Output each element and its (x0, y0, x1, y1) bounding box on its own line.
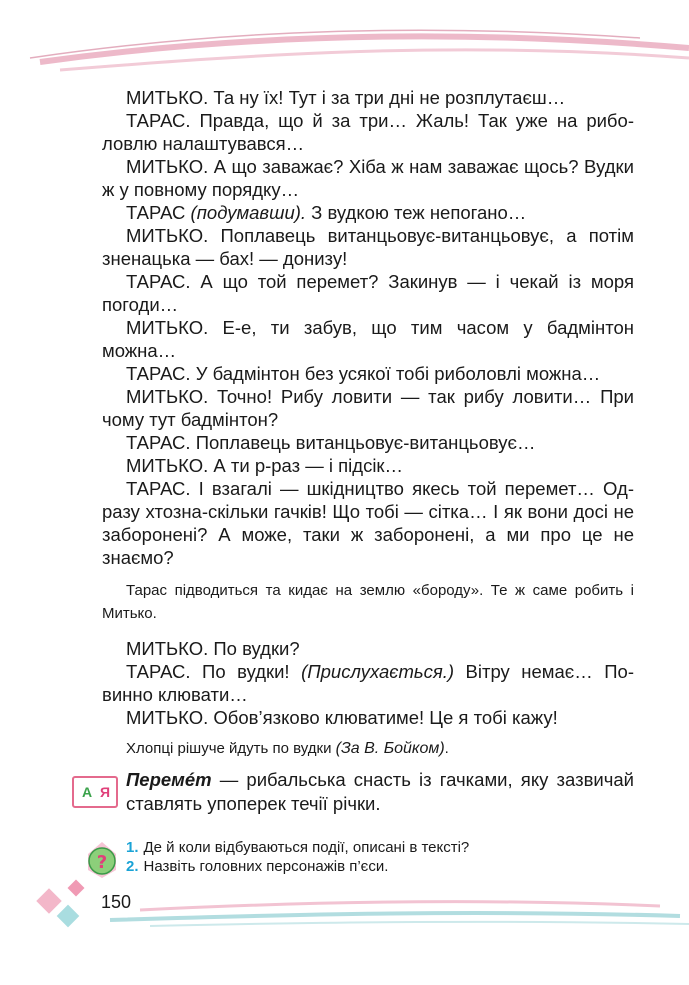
questions-list (126, 838, 634, 876)
line-7: МИТЬКО. Е-е, ти забув, що тим часом у бадмінтон можна… (102, 317, 634, 361)
line-11: МИТЬКО. А ти р-раз — і підсік… (126, 455, 404, 476)
bottom-decorative-swoosh (0, 880, 689, 940)
closing-stage-direction: Хлопці рішуче йдуть по вудки (За В. Бойком). (126, 740, 449, 757)
line-6: ТАРАС. А що той перемет? Закинув — і чекай із моря погоди… (102, 271, 634, 315)
line-13: МИТЬКО. По вудки? (126, 638, 300, 659)
dictionary-icon: А Я (72, 776, 118, 808)
line-10: ТАРАС. Поплавець витанцьовує-витанцьовує… (126, 432, 536, 453)
line-5: МИТЬКО. Поплавець витанцьовує-витанцьовує, а потім зненацька — бах! — донизу! (102, 225, 634, 269)
stage-direction: Тарас підводиться та кидає на землю «бороду». Те ж саме робить і Митько. (102, 582, 634, 622)
line-4: ТАРАС (подумавши). З вудкою теж непогано… (126, 202, 527, 223)
dialogue-text (102, 86, 634, 772)
question-item: 1. Де й коли відбуваються події, описані в тексті? (126, 839, 470, 856)
line-2: ТАРАС. Правда, що й за три… Жаль! Так уже на риболовлю налаштувався… (102, 110, 634, 154)
line-1: МИТЬКО. Та ну їх! Тут і за три дні не розплутаєш… (126, 87, 566, 108)
line-9: МИТЬКО. Точно! Рибу ловити — так рибу ловити… При чому тут бадмінтон? (102, 386, 634, 430)
page-number: 150 (101, 892, 132, 912)
question-icon (84, 840, 120, 880)
svg-text:?: ? (96, 852, 108, 873)
line-12: ТАРАС. І взагалі — шкідництво якесь той перемет… Одразу хтозна-скільки гачків! Що тобі — сітка… І як вони досі не заборонені? А може, таки ж заборонені, а ми про це не знаємо? (102, 478, 634, 568)
line-8: ТАРАС. У бадмінтон без усякої тобі риболовлі можна… (126, 363, 601, 384)
top-decorative-swoosh (0, 0, 689, 90)
line-14: ТАРАС. По вудки! (Прислухається.) Вітру немає… Повинно клювати… (102, 661, 634, 705)
glossary-entry: Перемéт — рибальська снасть із гачками, яку зазвичай ставлять упоперек течії річки. (126, 769, 634, 814)
line-3: МИТЬКО. А що заважає? Хіба ж нам заважає щось? Вудки ж у повному порядку… (102, 156, 634, 200)
question-item: 2. Назвіть головних персонажів п’єси. (126, 858, 389, 875)
line-15: МИТЬКО. Обов’язково клюватиме! Це я тобі кажу! (126, 707, 558, 728)
